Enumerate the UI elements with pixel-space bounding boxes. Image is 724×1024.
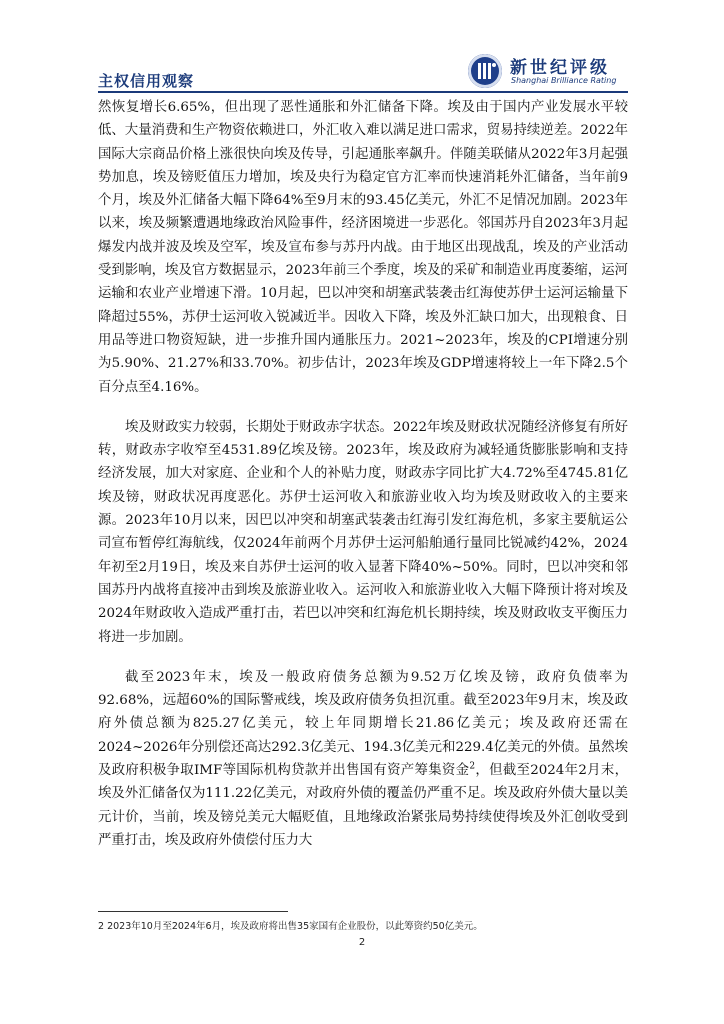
paragraph-debt-text-a: 截至2023年末，埃及一般政府债务总额为9.52万亿埃及镑，政府负债率为92.68%，远超60%的国际警戒线，埃及政府债务负担沉重。截至2023年9月末，埃及政府外债总额为825.27亿美元，较上年同期增长21.86亿美元；埃及政府还需在2024~2026年分别偿还高达292.3亿美元、194.3亿美元和229.4亿美元的外债。虽然埃及政府积极争取IMF等国际机构贷款并出售国有资产筹集资金 [98, 669, 628, 779]
paragraph-fiscal: 埃及财政实力较弱，长期处于财政赤字状态。2022年埃及财政状况随经济修复有所好转，财政赤字收窄至4531.89亿埃及镑。2023年，埃及政府为减轻通货膨胀影响和支持经济发展，加大对家庭、企业和个人的补贴力度，财政赤字同比扩大4.72%至4745.81亿埃及镑，财政状况再度恶化。苏伊士运河收入和旅游业收入均为埃及财政收入的主要来源。2023年10月以来，因巴以冲突和胡塞武装袭击红海引发红海危机，多家主要航运公司宣布暂停红海航线，仅2024年前两个月苏伊士运河船舶通行量同比锐减约42%，2024年初至2月19日，埃及来自苏伊士运河的收入显著下降40%~50%。同时，巴以冲突和邻国苏丹内战将直接冲击到埃及旅游业收入。运河收入和旅游业收入大幅下降预计将对埃及2024年财政收入造成严重打击，若巴以冲突和红海危机长期持续，埃及财政收支平衡压力将进一步加剧。 [98, 419, 628, 645]
header-divider [98, 91, 628, 93]
paragraph-debt [98, 666, 628, 852]
section-title: 主权信用观察 [98, 72, 195, 90]
page-header [98, 52, 628, 90]
logo-english-name: Shanghai Brilliance Rating [511, 76, 617, 85]
footnote-reference: 2 [469, 761, 476, 772]
page-number: 2 [358, 937, 366, 948]
footnote: 2 2023年10月至2024年6月，埃及政府将出售35家国有企业股份，以此筹资约50亿美元。 [98, 921, 483, 932]
paragraph-economy: 然恢复增长6.65%，但出现了恶性通胀和外汇储备下降。埃及由于国内产业发展水平较低、大量消费和生产物资依赖进口，外汇收入难以满足进口需求，贸易持续逆差。2022年国际大宗商品价格上涨很快向埃及传导，引起通胀率飙升。伴随美联储从2022年3月起强势加息，埃及镑贬值压力增加，埃及央行为稳定官方汇率而快速消耗外汇储备，当年前9个月，埃及外汇储备大幅下降64%至9月末的93.45亿美元，外汇不足情况加剧。2023年以来，埃及频繁遭遇地缘政治风险事件，经济困境进一步恶化。邻国苏丹自2023年3月起爆发内战并波及埃及空军，埃及宣布参与苏丹内战。由于地区出现战乱，埃及的产业活动受到影响，埃及官方数据显示，2023年前三个季度，埃及的采矿和制造业再度萎缩，运河运输和农业产业增速下滑。10月起，巴以冲突和胡塞武装袭击红海使苏伊士运河运输量下降超过55%，苏伊士运河收入锐减近半。因收入下降，埃及外汇缺口加大，出现粮食、日用品等进口物资短缺，进一步推升国内通胀压力。2021~2023年，埃及的CPI增速分别为5.90%、21.27%和33.70%。初步估计，2023年埃及GDP增速将较上一年下降2.5个百分点至4.16%。 [98, 100, 628, 395]
paragraph-debt-text-b: ，但截至2024年2月末，埃及外汇储备仅为111.22亿美元，对政府外债的覆盖仍严重不足。埃及政府外债大量以美元计价，当前，埃及镑兑美元大幅贬值，且地缘政治紧张局势持续使得埃及外汇创收受到严重打击，埃及政府外债偿付压力大 [98, 763, 628, 848]
logo-chinese-name: 新世纪评级 [510, 58, 610, 78]
logo-emblem-icon [468, 54, 502, 88]
article-body [98, 96, 628, 852]
footnote-divider [98, 911, 288, 912]
brand-logo [468, 52, 628, 90]
